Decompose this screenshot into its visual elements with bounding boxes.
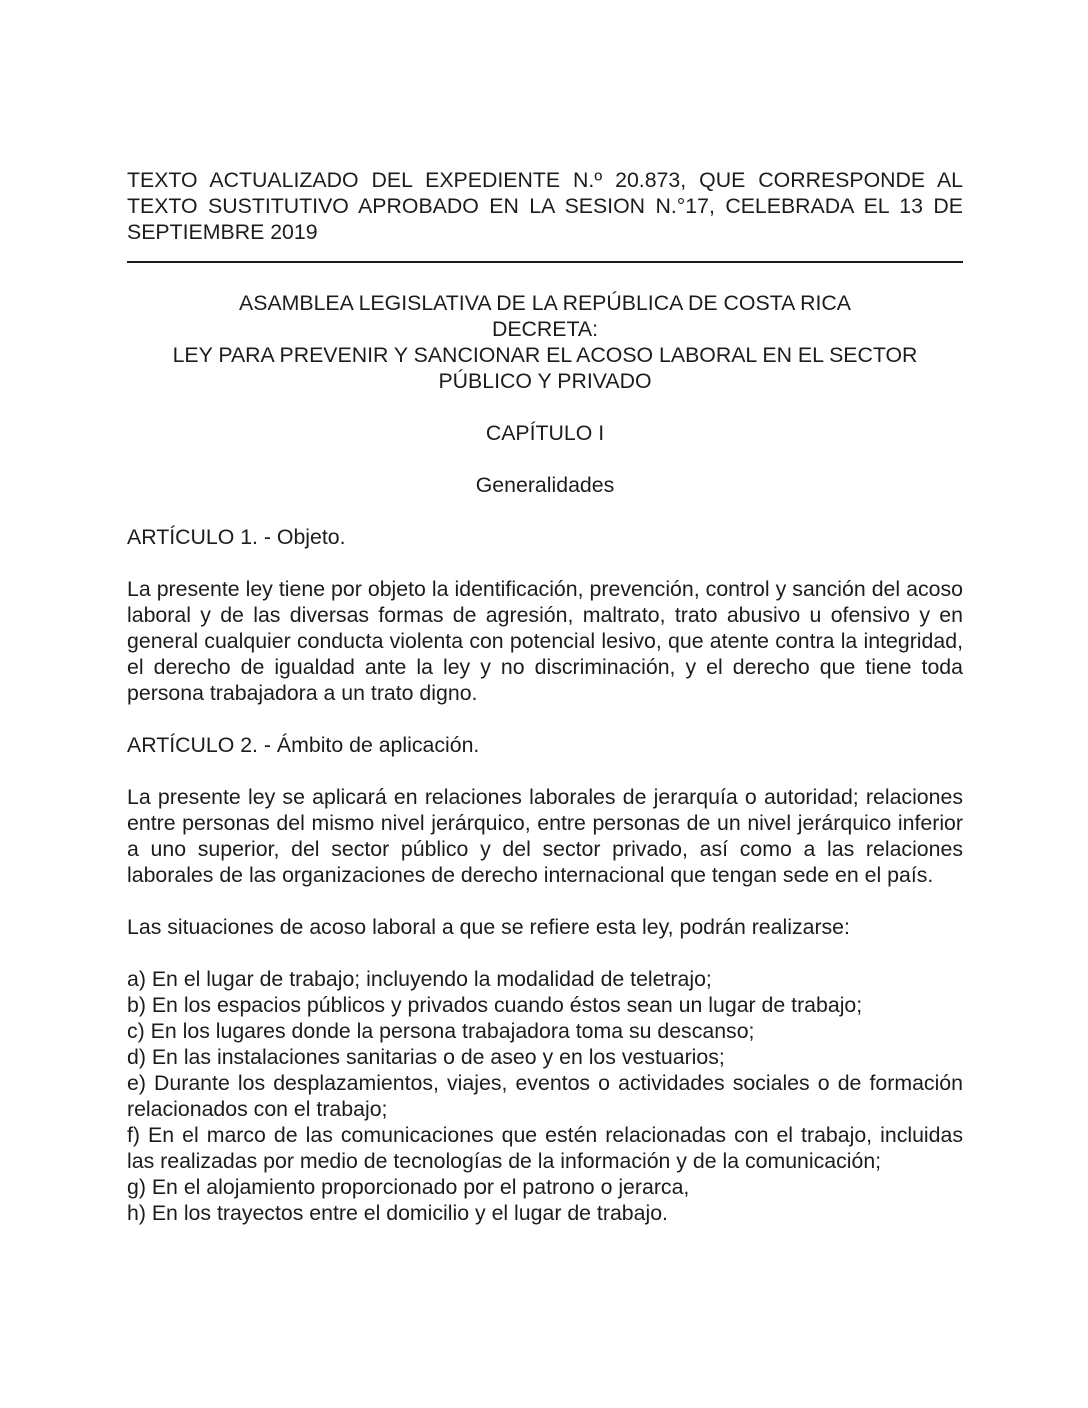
header-paragraph: TEXTO ACTUALIZADO DEL EXPEDIENTE N.º 20.873, QUE CORRESPONDE AL TEXTO SUSTITUTIVO APROBADO EN LA SESION N.°17, CELEBRADA EL 13 DE SEPTIEMBRE 2019 [127, 168, 963, 244]
list-item-h: h) En los trayectos entre el domicilio y el lugar de trabajo. [127, 1201, 668, 1225]
list-item-c: c) En los lugares donde la persona trabajadora toma su descanso; [127, 1019, 755, 1043]
list-item-b: b) En los espacios públicos y privados cuando éstos sean un lugar de trabajo; [127, 993, 863, 1017]
list-item-d: d) En las instalaciones sanitarias o de aseo y en los vestuarios; [127, 1045, 725, 1069]
list-item-g: g) En el alojamiento proporcionado por el patrono o jerarca, [127, 1175, 690, 1199]
title-block [127, 290, 963, 394]
article-2-intro: Las situaciones de acoso laboral a que se refiere esta ley, podrán realizarse: [127, 915, 850, 939]
chapter-heading: CAPÍTULO I [485, 421, 605, 445]
situations-list [127, 966, 963, 1226]
assembly-title: ASAMBLEA LEGISLATIVA DE LA REPÚBLICA DE COSTA RICA [239, 291, 851, 315]
horizontal-rule [127, 261, 963, 263]
article-2-body: La presente ley se aplicará en relaciones laborales de jerarquía o autoridad; relaciones entre personas del mismo nivel jerárquico, entre personas de un nivel jerárquico inferior a uno superior, del sector público y del sector privado, así como a las relaciones laborales de las organizaciones de derecho internacional que tengan sede en el país. [127, 785, 963, 887]
article-1-body: La presente ley tiene por objeto la identificación, prevención, control y sanción del acoso laboral y de las diversas formas de agresión, maltrato, trato abusivo u ofensivo y en general cualquier conducta violenta con potencial lesivo, que atente contra la integridad, el derecho de igualdad ante la ley y no discriminación, y el derecho que tiene toda persona trabajadora a un trato digno. [127, 577, 963, 705]
decree-line: DECRETA: [491, 317, 599, 341]
list-item-a: a) En el lugar de trabajo; incluyendo la modalidad de teletrajo; [127, 967, 712, 991]
list-item-f: f) En el marco de las comunicaciones que estén relacionadas con el trabajo, incluidas las realizadas por medio de tecnologías de la información y de la comunicación; [127, 1123, 963, 1173]
chapter-subheading: Generalidades [475, 473, 615, 497]
article-2-heading: ARTÍCULO 2. - Ámbito de aplicación. [127, 733, 480, 757]
list-item-e: e) Durante los desplazamientos, viajes, eventos o actividades sociales o de formación relacionados con el trabajo; [127, 1071, 963, 1121]
article-1-heading: ARTÍCULO 1. - Objeto. [127, 525, 346, 549]
law-title: LEY PARA PREVENIR Y SANCIONAR EL ACOSO LABORAL EN EL SECTOR PÚBLICO Y PRIVADO [172, 343, 918, 393]
